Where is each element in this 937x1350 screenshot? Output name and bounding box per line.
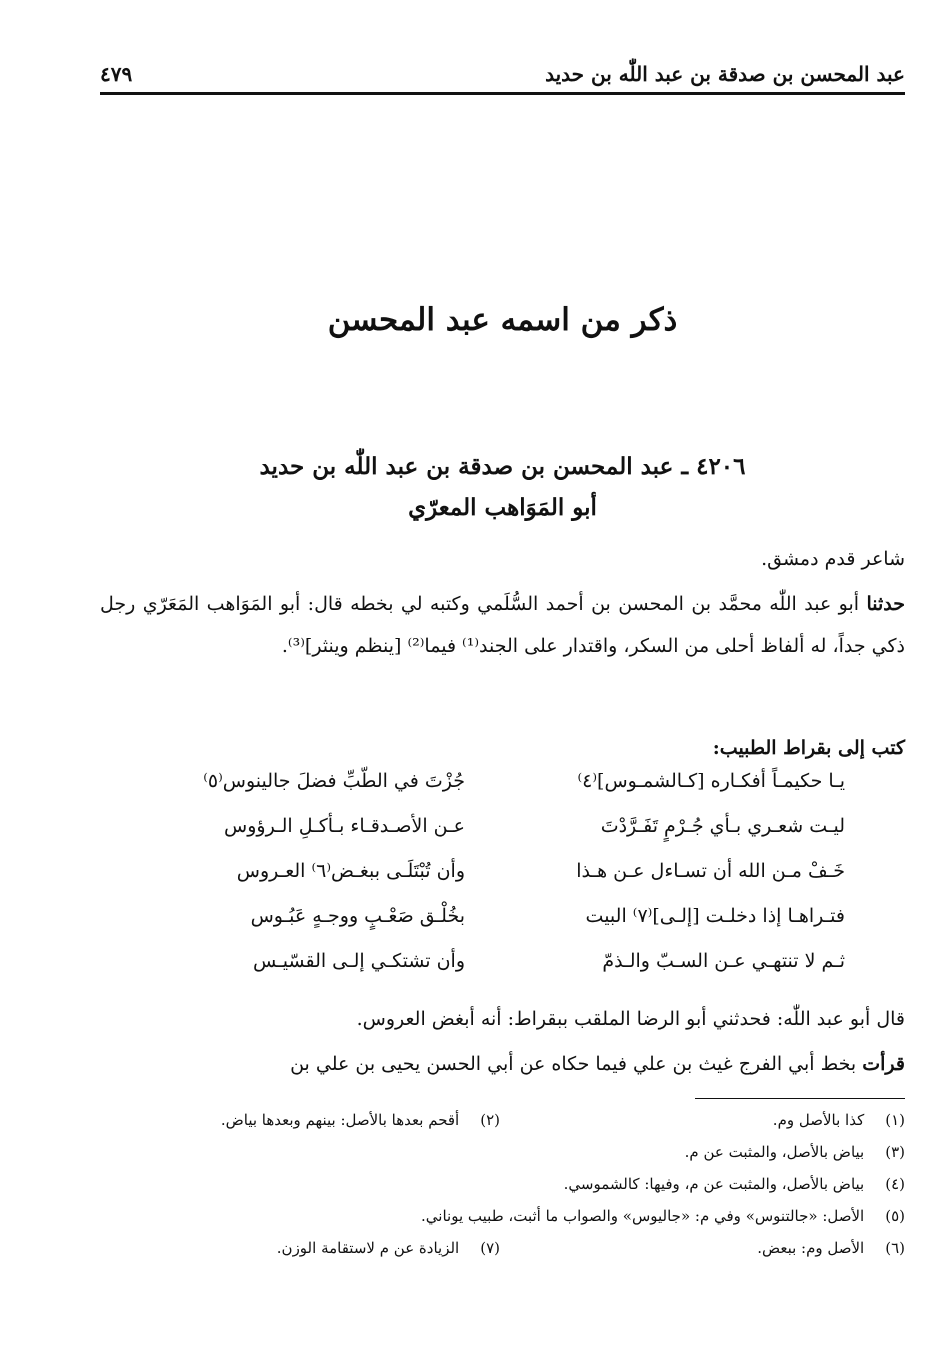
footnote-text: أقحم بعدها بالأصل: بينهم وبعدها بياض. (220, 1111, 460, 1129)
qaraat-text: بخط أبي الفرج غيث بن علي فيما حكاه عن أبي الحسن يحيى بن علي بن (290, 1053, 857, 1075)
verse (100, 770, 905, 815)
verse-first-hemistich: ليـت شعـري بـأي جُـرْمٍ تَفَـرَّدْتَ (600, 815, 845, 837)
footnote-text: الأصل: «جالتنوس» وفي م: «جاليوس» والصواب ما أثبت، طبيب يوناني. (421, 1207, 865, 1225)
footnote (221, 1111, 500, 1129)
footnote-number: (٦) (885, 1239, 905, 1257)
footnote-text: كذا بالأصل وم. (772, 1111, 865, 1129)
verse-first-hemistich: خَـفْ مـن الله أن تسـاءل عـن هـذا (576, 860, 845, 882)
footnote-row (100, 1239, 905, 1271)
footnote-number: (٧) (480, 1239, 500, 1257)
footnote-row (100, 1207, 905, 1239)
footnote (564, 1175, 905, 1193)
verse (100, 905, 905, 950)
footnote-number: (٤) (885, 1175, 905, 1193)
footnote (277, 1239, 500, 1257)
entry-heading-name: ٤٢٠٦ ـ عبد المحسن بن صدقة بن عبد اللّٰه بن حديد (259, 453, 746, 480)
verse-first-hemistich: يـا حكيمـاً أفكـاره [كـالشمـوس]⁽٤⁾ (577, 770, 845, 792)
footnote-number: (٥) (885, 1207, 905, 1225)
entry-heading-kunya: أبو المَوَاهب المعرّي (408, 494, 597, 521)
footnote-text: الأصل وم: ببعض. (757, 1239, 865, 1257)
section-title: ذكر من اسمه عبد المحسن (327, 302, 678, 338)
footnote-number: (٢) (480, 1111, 500, 1129)
kataba-paragraph (100, 727, 905, 769)
hadathana-paragraph (100, 583, 905, 667)
verse-second-hemistich: عـن الأصـدقـاء بـأكـلِ الـرؤوس (224, 815, 465, 837)
verse-second-hemistich: وأن تشتكـي إلـى القسّيـس (252, 950, 465, 972)
poem (100, 770, 905, 995)
footnote-number: (١) (885, 1111, 905, 1129)
footnotes (100, 1111, 905, 1271)
footnote (757, 1239, 905, 1257)
hadathana-text: أبو عبد اللّٰه محمَّد بن المحسن بن أحمد السُّلَمي وكتبه لي بخطه قال: أبو المَوَاهب المَعَرّي رجل ذكي جداً، له ألفاظ أحلى من السكر، واقتدار على الجند⁽¹⁾ فيما⁽²⁾ [ينظم وينثر]⁽³⁾. (100, 593, 905, 657)
running-title: عبد المحسن بن صدقة بن عبد اللّٰه بن حديد (545, 62, 905, 86)
footnote (773, 1111, 905, 1129)
verse-second-hemistich: جُزْتَ في الطّبِّ فضلَ جالينوس⁽٥⁾ (203, 770, 465, 792)
footnote (685, 1143, 905, 1161)
qaraat-paragraph (100, 1043, 905, 1085)
footnote-text: بياض بالأصل، والمثبت عن م، وفيها: كالشموسي. (563, 1175, 865, 1193)
footnote-row (100, 1143, 905, 1175)
verse (100, 860, 905, 905)
intro-paragraph (100, 538, 905, 580)
qala-text: قال أبو عبد اللّٰه: فحدثني أبو الرضا الملقب ببقراط: أنه أبغض العروس. (356, 1008, 905, 1030)
verse-second-hemistich: وأن تُبْتَلَـى ببغـض⁽٦⁾ العـروس (236, 860, 465, 882)
hadathana-label: حدثنا (866, 593, 905, 615)
verse (100, 950, 905, 995)
page-number: ٤٧٩ (100, 62, 133, 86)
footnote-separator (695, 1098, 905, 1099)
qala-paragraph (100, 998, 905, 1040)
kataba-label: كتب إلى بقراط الطبيب: (712, 737, 905, 759)
intro-text: شاعر قدم دمشق. (761, 548, 905, 570)
footnote (421, 1207, 905, 1225)
verse-first-hemistich: فتـراهـا إذا دخلـت [إلـى]⁽٧⁾ البيت (585, 905, 845, 927)
verse (100, 815, 905, 860)
verse-first-hemistich: ثـم لا تنتهـي عـن السـبّ والـذمّ (602, 950, 845, 972)
footnote-text: بياض بالأصل، والمثبت عن م. (684, 1143, 865, 1161)
running-header (100, 60, 905, 95)
footnote-text: الزيادة عن م لاستقامة الوزن. (276, 1239, 460, 1257)
footnote-row (100, 1111, 905, 1143)
entry-heading (100, 446, 905, 528)
footnote-row (100, 1175, 905, 1207)
footnote-number: (٣) (885, 1143, 905, 1161)
verse-second-hemistich: بخُلْـق صَعْـبٍ ووجـهٍ عَبُـوس (250, 905, 465, 927)
qaraat-label: قرأت (862, 1053, 905, 1075)
